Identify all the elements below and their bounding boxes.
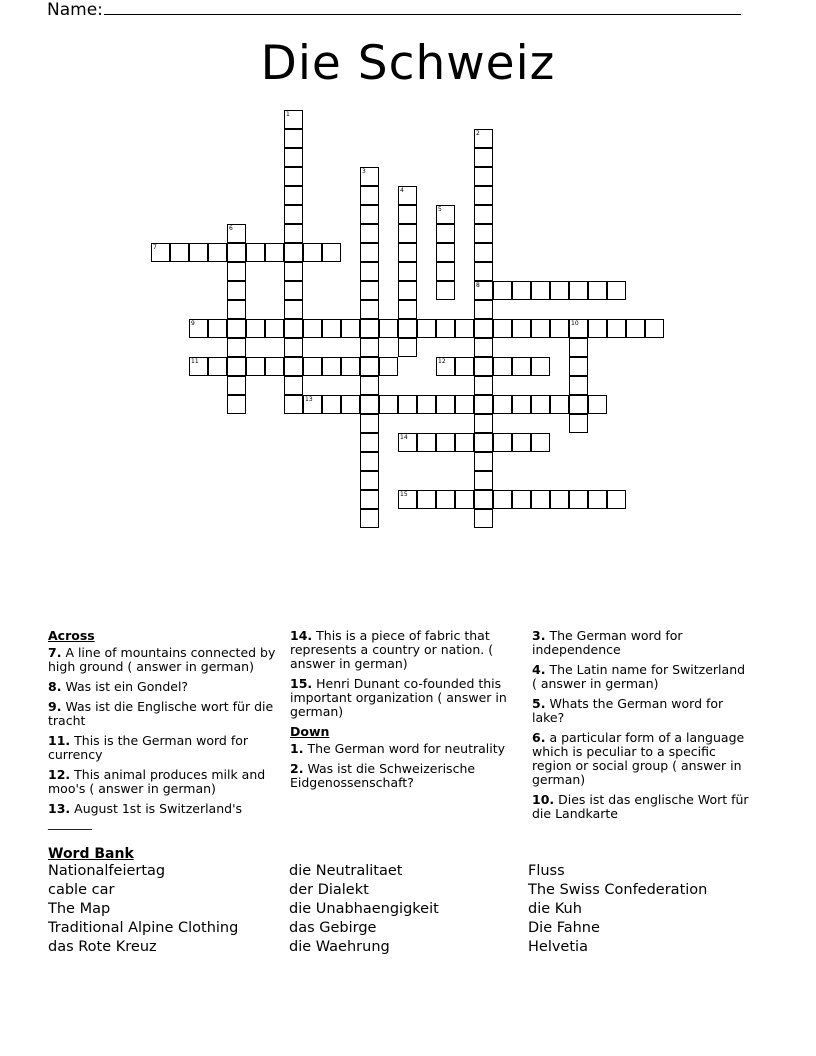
crossword-cell[interactable] (474, 357, 493, 376)
crossword-cell[interactable] (436, 262, 455, 281)
word-bank-item: die Neutralitaet (289, 863, 403, 879)
crossword-cell[interactable] (474, 186, 493, 205)
crossword-cell[interactable] (569, 414, 588, 433)
clue-number: 11 (191, 358, 199, 365)
crossword-cell[interactable] (360, 281, 379, 300)
clue-number: 9 (191, 320, 195, 327)
crossword-cell[interactable] (417, 433, 436, 452)
crossword-cell[interactable] (398, 300, 417, 319)
crossword-cell[interactable] (455, 395, 474, 414)
word-bank-item: The Swiss Confederation (528, 882, 708, 898)
clue-number: 7 (153, 244, 157, 251)
clue-down-10: 10. Dies ist das englische Wort für die Landkarte (532, 792, 749, 821)
clue-across-14: 14. This is a piece of fabric that represents a country or nation. ( answer in german) (290, 628, 494, 671)
crossword-cell[interactable] (531, 357, 550, 376)
clue-across-12: 12. This animal produces milk and moo's ( answer in german) (48, 767, 266, 796)
crossword-cell[interactable] (284, 395, 303, 414)
word-bank-item: die Unabhaengigkeit (289, 901, 439, 917)
crossword-cell[interactable] (512, 281, 531, 300)
crossword-cell[interactable] (474, 471, 493, 490)
crossword-cell[interactable] (512, 319, 531, 338)
crossword-cell[interactable] (265, 243, 284, 262)
crossword-cell[interactable] (550, 319, 569, 338)
crossword-cell[interactable] (360, 224, 379, 243)
clue-number: 6 (229, 225, 233, 232)
crossword-cell[interactable] (474, 148, 493, 167)
crossword-cell[interactable] (284, 281, 303, 300)
word-bank-item: cable car (48, 882, 115, 898)
word-bank-item: Die Fahne (528, 920, 600, 936)
crossword-cell[interactable] (607, 490, 626, 509)
crossword-cell[interactable] (474, 129, 493, 148)
crossword-cell[interactable] (265, 319, 284, 338)
crossword-cell[interactable] (493, 319, 512, 338)
crossword-cell[interactable] (284, 205, 303, 224)
crossword-cell[interactable] (303, 243, 322, 262)
crossword-cell[interactable] (284, 338, 303, 357)
crossword-cell[interactable] (474, 395, 493, 414)
crossword-cell[interactable] (284, 357, 303, 376)
crossword-cell[interactable] (531, 490, 550, 509)
clues-col2 (290, 629, 518, 796)
crossword-cell[interactable] (531, 395, 550, 414)
crossword-cell[interactable] (417, 319, 436, 338)
crossword-cell[interactable] (360, 395, 379, 414)
crossword-cell[interactable] (398, 243, 417, 262)
crossword-cell[interactable] (360, 490, 379, 509)
clue-number: 14 (400, 434, 408, 441)
crossword-cell[interactable] (436, 395, 455, 414)
crossword-cell[interactable] (588, 319, 607, 338)
crossword-cell[interactable] (398, 224, 417, 243)
crossword-cell[interactable] (588, 490, 607, 509)
crossword-cell[interactable] (284, 129, 303, 148)
crossword-cell[interactable] (531, 281, 550, 300)
crossword-cell[interactable] (436, 281, 455, 300)
crossword-cell[interactable] (341, 319, 360, 338)
down-heading: Down (290, 724, 330, 739)
crossword-cell[interactable] (189, 357, 208, 376)
clue-number: 3 (362, 168, 366, 175)
crossword-cell[interactable] (455, 357, 474, 376)
crossword-cell[interactable] (322, 357, 341, 376)
crossword-cell[interactable] (227, 319, 246, 338)
crossword-cell[interactable] (303, 395, 322, 414)
crossword-cell[interactable] (284, 319, 303, 338)
crossword-cell[interactable] (569, 319, 588, 338)
crossword-cell[interactable] (303, 319, 322, 338)
clue-across-9: 9. Was ist die Englische wort für die tracht (48, 699, 274, 728)
crossword-cell[interactable] (151, 243, 170, 262)
crossword-cell[interactable] (360, 357, 379, 376)
crossword-cell[interactable] (550, 395, 569, 414)
down-clues-col3 (532, 629, 750, 827)
crossword-cell[interactable] (398, 338, 417, 357)
crossword-cell[interactable] (170, 243, 189, 262)
crossword-cell[interactable] (322, 395, 341, 414)
clue-number: 4 (400, 187, 404, 194)
word-bank-item: das Rote Kreuz (48, 939, 157, 955)
word-bank-item: The Map (48, 901, 111, 917)
crossword-cell[interactable] (512, 395, 531, 414)
crossword-cell[interactable] (607, 281, 626, 300)
clue-down-4: 4. The Latin name for Switzerland ( answer in german) (532, 662, 746, 691)
crossword-cell[interactable] (493, 490, 512, 509)
crossword-cell[interactable] (227, 300, 246, 319)
clue-number: 8 (476, 282, 480, 289)
crossword-cell[interactable] (360, 186, 379, 205)
clue-across-7: 7. A line of mountains connected by high ground ( answer in german) (48, 645, 276, 674)
crossword-cell[interactable] (569, 357, 588, 376)
crossword-cell[interactable] (360, 414, 379, 433)
crossword-cell[interactable] (265, 357, 284, 376)
crossword-cell[interactable] (227, 262, 246, 281)
crossword-cell[interactable] (588, 395, 607, 414)
crossword-cell[interactable] (569, 490, 588, 509)
crossword-cell[interactable] (607, 319, 626, 338)
crossword-cell[interactable] (474, 205, 493, 224)
crossword-cell[interactable] (474, 262, 493, 281)
word-bank-item: Nationalfeiertag (48, 863, 166, 879)
crossword-cell[interactable] (284, 224, 303, 243)
word-bank-col3 (528, 862, 707, 957)
crossword-cell[interactable] (341, 357, 360, 376)
crossword-cell[interactable] (474, 243, 493, 262)
crossword-cell[interactable] (474, 414, 493, 433)
crossword-cell[interactable] (284, 186, 303, 205)
page-title: Die Schweiz (260, 36, 556, 91)
crossword-cell[interactable] (474, 452, 493, 471)
word-bank-heading: Word Bank (48, 846, 134, 862)
crossword-cell[interactable] (569, 281, 588, 300)
crossword-cell[interactable] (189, 319, 208, 338)
crossword-cell[interactable] (284, 376, 303, 395)
crossword-cell[interactable] (246, 243, 265, 262)
crossword-cell[interactable] (398, 490, 417, 509)
crossword-cell[interactable] (436, 205, 455, 224)
crossword-cell[interactable] (208, 243, 227, 262)
crossword-cell[interactable] (341, 395, 360, 414)
crossword-cell[interactable] (303, 357, 322, 376)
crossword-cell[interactable] (417, 395, 436, 414)
crossword-cell[interactable] (189, 243, 208, 262)
crossword-cell[interactable] (227, 338, 246, 357)
crossword-cell[interactable] (360, 471, 379, 490)
crossword-cell[interactable] (569, 376, 588, 395)
crossword-cell[interactable] (474, 509, 493, 528)
word-bank-item: Fluss (528, 863, 565, 879)
clue-down-6: 6. a particular form of a language which is peculiar to a specific region or social group ( answer in german) (532, 730, 745, 787)
clue-down-1: 1. The German word for neutrality (290, 741, 506, 756)
crossword-cell[interactable] (417, 490, 436, 509)
crossword-cell[interactable] (379, 319, 398, 338)
crossword-cell[interactable] (227, 357, 246, 376)
crossword-cell[interactable] (569, 338, 588, 357)
word-bank-item: Traditional Alpine Clothing (48, 920, 239, 936)
crossword-cell[interactable] (436, 319, 455, 338)
crossword-cell[interactable] (436, 224, 455, 243)
clue-number: 15 (400, 491, 408, 498)
crossword-cell[interactable] (208, 319, 227, 338)
crossword-cell[interactable] (569, 395, 588, 414)
crossword-cell[interactable] (360, 338, 379, 357)
crossword-cell[interactable] (455, 433, 474, 452)
crossword-cell[interactable] (493, 395, 512, 414)
crossword-cell[interactable] (227, 224, 246, 243)
crossword-cell[interactable] (398, 205, 417, 224)
crossword-cell[interactable] (322, 319, 341, 338)
crossword-cell[interactable] (360, 376, 379, 395)
crossword-cell[interactable] (436, 357, 455, 376)
crossword-cell[interactable] (493, 357, 512, 376)
crossword-cell[interactable] (398, 395, 417, 414)
crossword-cell[interactable] (360, 167, 379, 186)
crossword-cell[interactable] (227, 281, 246, 300)
clue-number: 13 (305, 396, 313, 403)
crossword-cell[interactable] (360, 433, 379, 452)
word-bank-col1 (48, 862, 238, 957)
word-bank-item: der Dialekt (289, 882, 369, 898)
crossword-cell[interactable] (227, 243, 246, 262)
clue-number: 10 (571, 320, 579, 327)
word-bank-col2 (289, 862, 439, 957)
crossword-cell[interactable] (379, 357, 398, 376)
clue-number: 2 (476, 130, 480, 137)
crossword-cell[interactable] (398, 186, 417, 205)
crossword-cell[interactable] (550, 281, 569, 300)
crossword-cell[interactable] (436, 243, 455, 262)
crossword-cell[interactable] (398, 319, 417, 338)
crossword-cell[interactable] (284, 262, 303, 281)
name-label: Name: (47, 0, 103, 20)
clue-number: 12 (438, 358, 446, 365)
clue-down-2: 2. Was ist die Schweizerische Eidgenossenschaft? (290, 761, 476, 790)
crossword-cell[interactable] (360, 509, 379, 528)
crossword-cell[interactable] (474, 433, 493, 452)
crossword-cell[interactable] (550, 490, 569, 509)
crossword-cell[interactable] (455, 319, 474, 338)
crossword-cell[interactable] (284, 300, 303, 319)
clue-across-11: 11. This is the German word for currency (48, 733, 249, 762)
crossword-cell[interactable] (436, 490, 455, 509)
clue-number: 1 (286, 111, 290, 118)
across-clues-col1 (48, 629, 276, 836)
crossword-cell[interactable] (493, 281, 512, 300)
crossword-cell[interactable] (474, 338, 493, 357)
crossword-cell[interactable] (246, 319, 265, 338)
word-bank-item: Helvetia (528, 939, 588, 955)
clue-across-13: 13. August 1st is Switzerland's _______ (48, 801, 243, 830)
clue-number: 5 (438, 206, 442, 213)
crossword-cell[interactable] (588, 281, 607, 300)
crossword-cell[interactable] (474, 224, 493, 243)
crossword-cell[interactable] (474, 167, 493, 186)
crossword-cell[interactable] (360, 205, 379, 224)
crossword-cell[interactable] (360, 262, 379, 281)
crossword-cell[interactable] (246, 357, 265, 376)
crossword-cell[interactable] (626, 319, 645, 338)
crossword-cell[interactable] (379, 395, 398, 414)
crossword-cell[interactable] (227, 395, 246, 414)
clue-down-5: 5. Whats the German word for lake? (532, 696, 724, 725)
crossword-cell[interactable] (493, 433, 512, 452)
crossword-cell[interactable] (512, 490, 531, 509)
word-bank-item: die Kuh (528, 901, 582, 917)
crossword-cell[interactable] (436, 433, 455, 452)
crossword-cell[interactable] (360, 300, 379, 319)
crossword-cell[interactable] (512, 433, 531, 452)
clue-across-8: 8. Was ist ein Gondel? (48, 679, 189, 694)
crossword-cell[interactable] (531, 433, 550, 452)
crossword-cell[interactable] (512, 357, 531, 376)
crossword-cell[interactable] (284, 148, 303, 167)
crossword-cell[interactable] (284, 243, 303, 262)
crossword-cell[interactable] (227, 376, 246, 395)
crossword-cell[interactable] (474, 376, 493, 395)
word-bank-item: die Waehrung (289, 939, 390, 955)
crossword-cell[interactable] (455, 490, 474, 509)
crossword-cell[interactable] (398, 281, 417, 300)
crossword-cell[interactable] (284, 167, 303, 186)
crossword-cell[interactable] (474, 300, 493, 319)
crossword-cell[interactable] (322, 243, 341, 262)
clue-down-3: 3. The German word for independence (532, 628, 683, 657)
crossword-cell[interactable] (398, 433, 417, 452)
crossword-cell[interactable] (474, 490, 493, 509)
crossword-cell[interactable] (645, 319, 664, 338)
word-bank-item: das Gebirge (289, 920, 377, 936)
crossword-cell[interactable] (208, 357, 227, 376)
across-heading: Across (48, 628, 95, 643)
crossword-cell[interactable] (284, 110, 303, 129)
clue-across-15: 15. Henri Dunant co-founded this important organization ( answer in german) (290, 676, 507, 719)
crossword-cell[interactable] (398, 262, 417, 281)
crossword-cell[interactable] (474, 281, 493, 300)
crossword-cell[interactable] (360, 319, 379, 338)
crossword-cell[interactable] (474, 319, 493, 338)
crossword-cell[interactable] (360, 243, 379, 262)
crossword-cell[interactable] (531, 319, 550, 338)
crossword-cell[interactable] (360, 452, 379, 471)
